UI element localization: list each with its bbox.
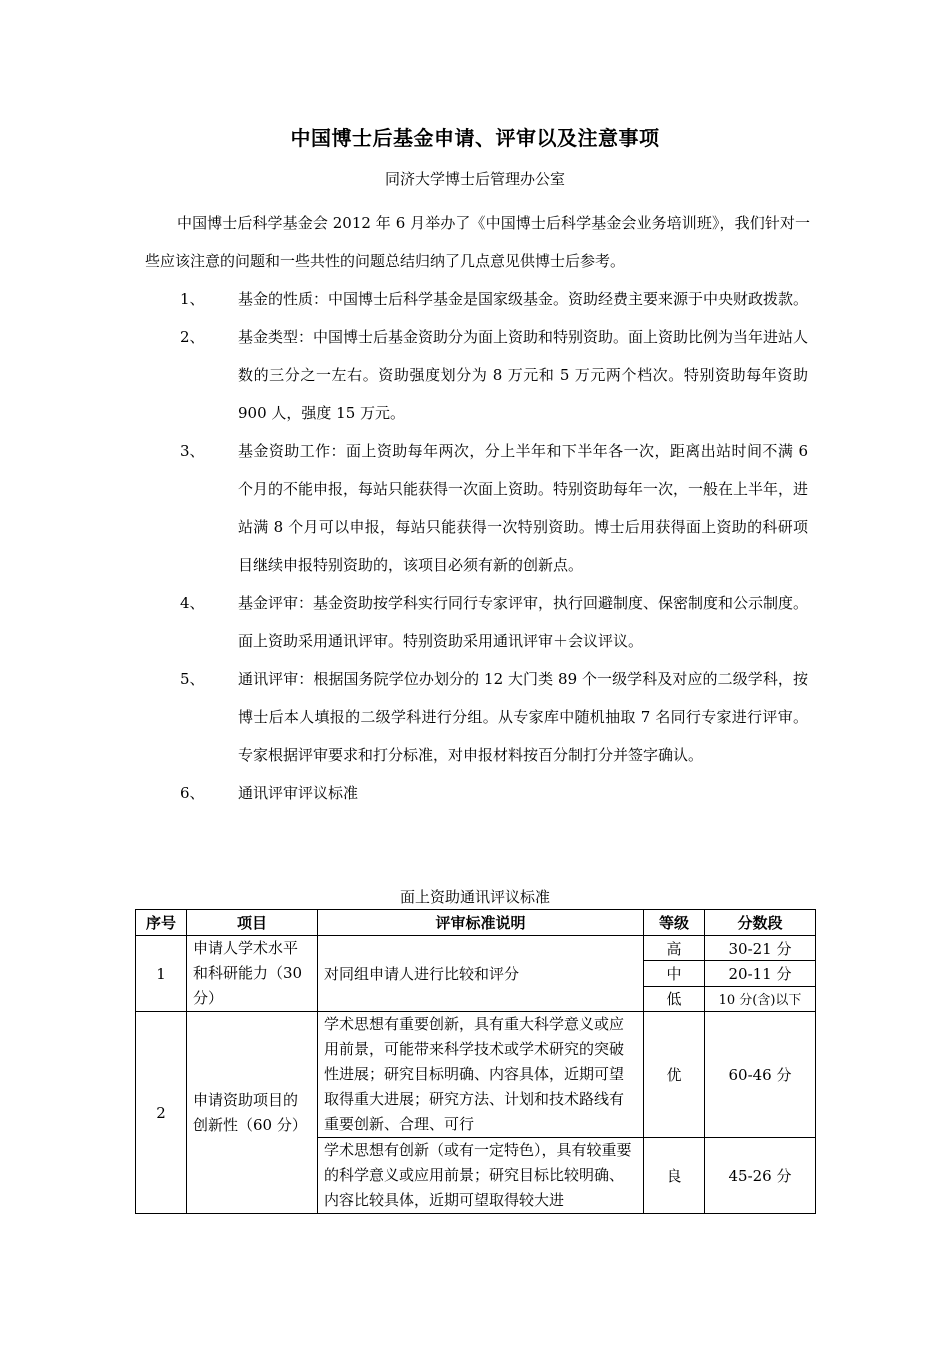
row-score-range: 10 分(含)以下 [705, 986, 816, 1011]
header-no: 序号 [136, 910, 187, 936]
row-criteria: 对同组申请人进行比较和评分 [318, 936, 644, 1012]
intro-paragraph: 中国博士后科学基金会 2012 年 6 月举办了《中国博士后科学基金会业务培训班》，我们针对一些应该注意的问题和一些共性的问题总结归纳了几点意见供博士后参考。 [145, 214, 810, 270]
item-number: 4、 [180, 594, 205, 612]
table-caption: 面上资助通讯评议标准 [399, 888, 550, 906]
item-number: 1、 [180, 290, 205, 308]
row-score-range: 20-11 分 [705, 961, 816, 986]
table-row [136, 1012, 816, 1138]
row-grade: 高 [644, 936, 705, 961]
row-number: 2 [136, 1012, 187, 1214]
item-list [0, 280, 950, 812]
item-number: 3、 [180, 442, 205, 460]
scoring-table [135, 909, 816, 1214]
row-item: 申请人学术水平和科研能力（30 分） [187, 936, 318, 1012]
list-item [0, 280, 950, 318]
row-score-range: 45-26 分 [705, 1138, 816, 1214]
header-item: 项目 [187, 910, 318, 936]
item-text: 基金类型：中国博士后基金资助分为面上资助和特别资助。面上资助比例为当年进站人数的三分之一左右。资助强度划分为 8 万元和 5 万元两个档次。特别资助每年资助 900 人，强度 15 万元。 [238, 328, 809, 422]
table-row [136, 936, 816, 961]
header-criteria: 评审标准说明 [318, 910, 644, 936]
row-grade: 中 [644, 961, 705, 986]
list-item [0, 318, 950, 432]
row-number: 1 [136, 936, 187, 1012]
item-number: 2、 [180, 328, 205, 346]
list-item [0, 660, 950, 774]
row-score-range: 60-46 分 [705, 1012, 816, 1138]
item-text: 基金资助工作：面上资助每年两次，分上半年和下半年各一次，距离出站时间不满 6 个月的不能申报，每站只能获得一次面上资助。特别资助每年一次，一般在上半年，进站满 8 个月可以申报，每站只能获得一次特别资助。博士后用获得面上资助的科研项目继续申报特别资助的，该项目必须有新的创新点。 [238, 442, 809, 574]
row-criteria: 学术思想有重要创新，具有重大科学意义或应用前景，可能带来科学技术或学术研究的突破性进展；研究目标明确、内容具体，近期可望取得重大进展；研究方法、计划和技术路线有重要创新、合理、可行 [318, 1012, 644, 1138]
item-text: 通讯评审：根据国务院学位办划分的 12 大门类 89 个一级学科及对应的二级学科，按博士后本人填报的二级学科进行分组。从专家库中随机抽取 7 名同行专家进行评审。专家根据评审要求和打分标准，对申报材料按百分制打分并签字确认。 [238, 670, 808, 764]
header-score-range: 分数段 [705, 910, 816, 936]
item-text: 基金评审：基金资助按学科实行同行专家评审，执行回避制度、保密制度和公示制度。面上资助采用通讯评审。特别资助采用通讯评审＋会议评议。 [238, 594, 809, 650]
row-item: 申请资助项目的创新性（60 分） [187, 1012, 318, 1214]
page-subtitle: 同济大学博士后管理办公室 [384, 170, 565, 188]
list-item [0, 584, 950, 660]
item-text: 基金的性质：中国博士后科学基金是国家级基金。资助经费主要来源于中央财政拨款。 [238, 290, 809, 308]
row-grade: 优 [644, 1012, 705, 1138]
page-title: 中国博士后基金申请、评审以及注意事项 [290, 126, 660, 150]
row-criteria: 学术思想有创新（或有一定特色），具有较重要的科学意义或应用前景；研究目标比较明确、内容比较具体，近期可望取得较大进 [318, 1138, 644, 1214]
item-number: 6、 [180, 784, 205, 802]
header-grade: 等级 [644, 910, 705, 936]
row-score-range: 30-21 分 [705, 936, 816, 961]
list-item [0, 774, 950, 812]
list-item [0, 432, 950, 584]
item-text: 通讯评审评议标准 [238, 784, 359, 802]
row-grade: 低 [644, 986, 705, 1011]
table-header-row [136, 910, 816, 936]
item-number: 5、 [180, 670, 205, 688]
row-grade: 良 [644, 1138, 705, 1214]
